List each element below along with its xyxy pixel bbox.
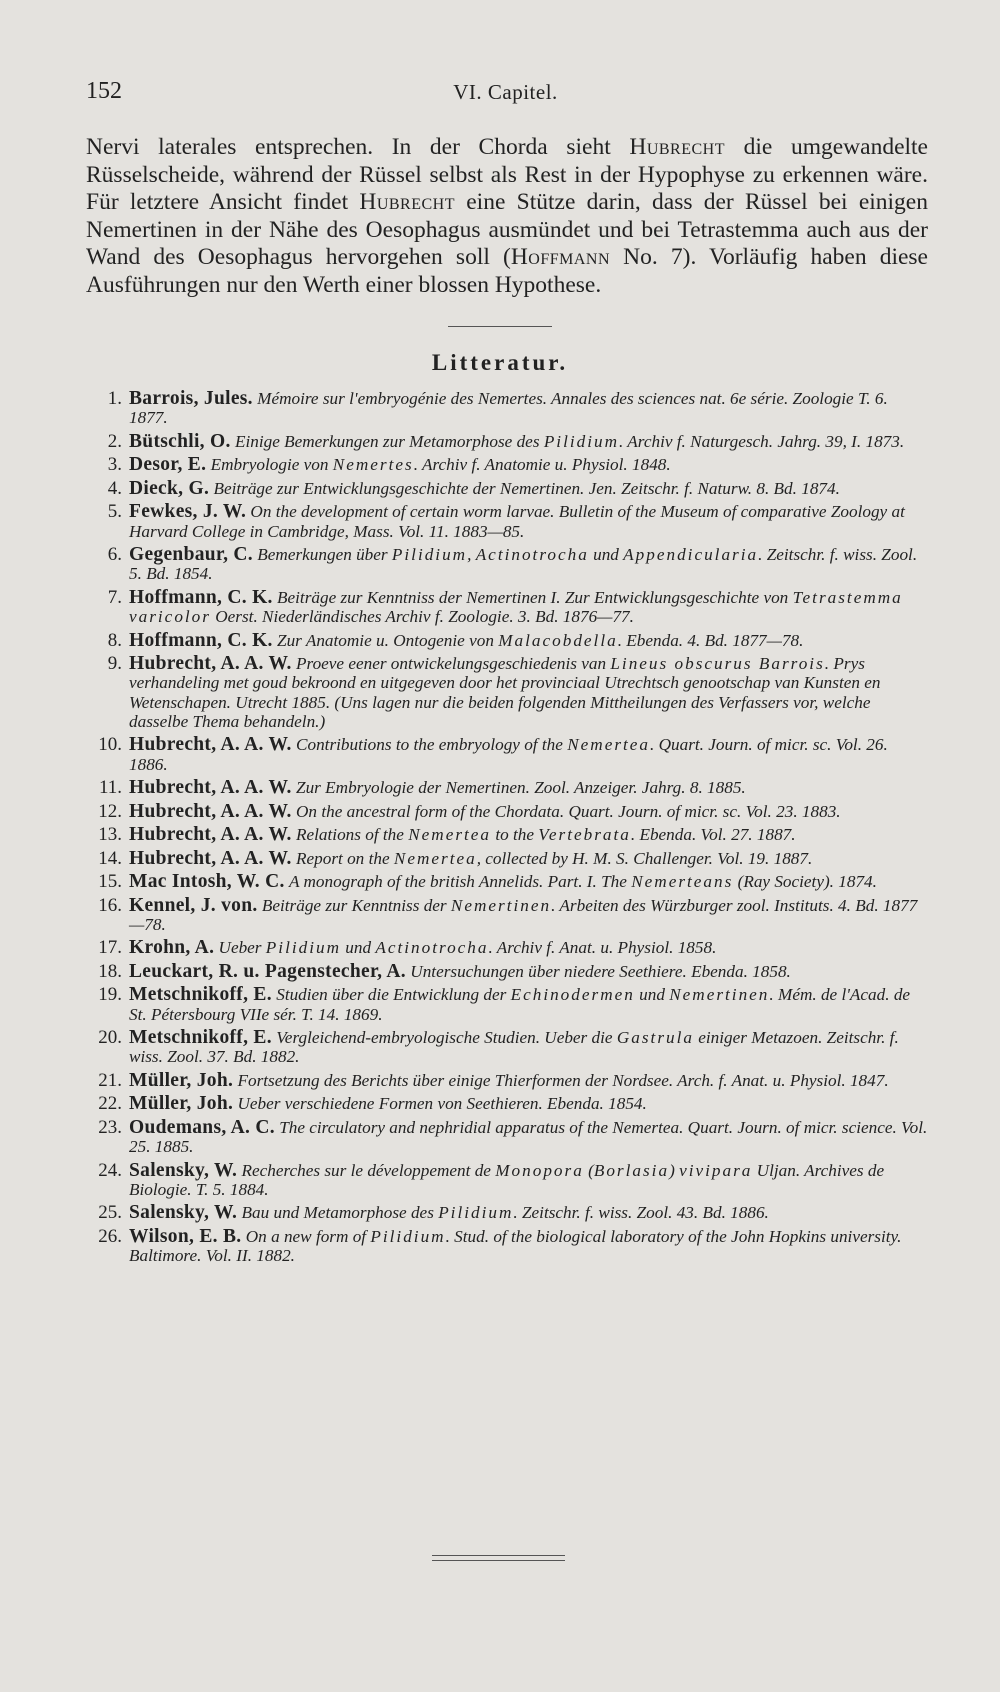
reference-text: On the ancestral form of the Chordata. Quart. Journ. of micr. sc. Vol. 23. 1883. bbox=[296, 801, 841, 821]
reference-spaced-name: Actinotrocha bbox=[375, 938, 489, 958]
reference-body bbox=[129, 1161, 928, 1200]
text-segment: eine Stütze darin, dass der Rüssel bei einigen Nemertinen in der Nähe des Oesophagus ausmündet und bei Tetrastemma auch aus der Wand des Oesophagus hervorgehen soll ( bbox=[86, 189, 928, 270]
reference-body bbox=[129, 455, 928, 474]
reference-number: 23. bbox=[98, 1116, 122, 1138]
reference-text: A monograph of the british Annelids. Part. I. The bbox=[289, 872, 632, 892]
reference-entry bbox=[72, 825, 928, 844]
reference-spaced-name: Nemertinen bbox=[669, 985, 770, 1005]
reference-author: Desor, E. bbox=[129, 454, 207, 476]
reference-text: Ueber bbox=[218, 938, 266, 958]
reference-spaced-name: Pilidium bbox=[391, 545, 468, 565]
reference-text: Recherches sur le développement de bbox=[241, 1160, 496, 1180]
reference-text: On the development of certain worm larvae. Bulletin of the Museum of comparative Zoology at Harvard College in Cambridge, Mass. Vol. 11. 1883—85. bbox=[129, 502, 905, 541]
reference-entry bbox=[72, 389, 928, 428]
reference-text: . Archiv f. Anat. u. Physiol. 1858. bbox=[488, 938, 717, 958]
reference-number: 1. bbox=[107, 388, 122, 409]
reference-number: 15. bbox=[98, 871, 122, 893]
reference-body bbox=[129, 545, 928, 584]
reference-spaced-name: Actinotrocha bbox=[475, 545, 589, 565]
reference-spaced-name: Lineus obscurus Barrois bbox=[610, 654, 825, 674]
reference-body bbox=[129, 778, 928, 797]
reference-spaced-name: Tetrastemma varicolor bbox=[129, 587, 903, 627]
reference-body bbox=[129, 985, 928, 1024]
reference-text: Beiträge zur Kenntniss der Nemertinen I. Zur Entwicklungsgeschichte von bbox=[277, 587, 793, 607]
reference-author: Hubrecht, A. A. W. bbox=[129, 824, 292, 846]
reference-text: Embryologie von bbox=[210, 455, 333, 475]
reference-number: 26. bbox=[98, 1225, 122, 1247]
reference-spaced-name: Gastrula bbox=[616, 1028, 694, 1048]
reference-text: und bbox=[341, 938, 376, 958]
reference-entry bbox=[72, 631, 928, 650]
reference-author: Hoffmann, C. K. bbox=[129, 629, 273, 651]
reference-entry bbox=[72, 455, 928, 474]
reference-number: 16. bbox=[98, 894, 122, 916]
reference-author: Salensky, W. bbox=[129, 1202, 238, 1224]
reference-author: Krohn, A. bbox=[129, 937, 215, 959]
reference-entry bbox=[72, 1203, 928, 1222]
reference-entry bbox=[72, 432, 928, 451]
reference-entry bbox=[72, 1118, 928, 1157]
reference-entry bbox=[72, 1227, 928, 1266]
reference-entry bbox=[72, 735, 928, 774]
reference-spaced-name: Pilidium bbox=[543, 431, 620, 451]
reference-entry bbox=[72, 872, 928, 891]
reference-spaced-name: Nemertea bbox=[408, 825, 492, 845]
reference-text: Beiträge zur Kenntniss der bbox=[261, 895, 451, 915]
end-rule bbox=[432, 1555, 565, 1561]
section-heading: Litteratur. bbox=[431, 350, 569, 375]
reference-text: . Quart. Journ. of micr. sc. Vol. 26. 1886. bbox=[129, 735, 888, 774]
reference-author: Dieck, G. bbox=[129, 477, 210, 499]
reference-text: Zur Anatomie u. Ontogenie von bbox=[277, 630, 499, 650]
reference-text: , collected by H. M. S. Challenger. Vol. 19. 1887. bbox=[476, 848, 813, 868]
reference-author: Bütschli, O. bbox=[129, 430, 231, 452]
reference-text: . Arbeiten des Würzburger zool. Instituts. 4. Bd. 1877—78. bbox=[129, 895, 918, 934]
reference-entry bbox=[72, 778, 928, 797]
reference-text: Mémoire sur l'embryogénie des Nemertes. Annales des sciences nat. 6e série. Zoologie T. 6. 1877. bbox=[129, 389, 888, 428]
reference-author: Hubrecht, A. A. W. bbox=[129, 734, 292, 756]
reference-text: . Zeitschr. f. wiss. Zool. 43. Bd. 1886. bbox=[513, 1203, 769, 1223]
reference-author: Hubrecht, A. A. W. bbox=[129, 800, 292, 822]
reference-number: 14. bbox=[98, 847, 122, 869]
reference-number: 10. bbox=[98, 734, 122, 756]
reference-text: (Ray Society). 1874. bbox=[733, 872, 877, 892]
reference-number: 13. bbox=[98, 824, 122, 846]
reference-text: . Stud. of the biological laboratory of the John Hopkins university. Baltimore. Vol. II. 1882. bbox=[129, 1226, 902, 1266]
reference-body bbox=[129, 631, 928, 650]
reference-body bbox=[129, 896, 928, 935]
reference-text: . Archiv f. Naturgesch. Jahrg. 39, I. 1873. bbox=[619, 431, 905, 451]
reference-body bbox=[129, 502, 928, 541]
reference-text: Bau und Metamorphose des bbox=[241, 1203, 439, 1223]
reference-spaced-name: Nemertinen bbox=[450, 895, 552, 915]
reference-entry bbox=[72, 896, 928, 935]
reference-entry bbox=[72, 985, 928, 1024]
reference-author: Metschnikoff, E. bbox=[129, 1027, 272, 1049]
reference-spaced-name: Monopora bbox=[495, 1160, 584, 1180]
reference-entry bbox=[72, 1028, 928, 1067]
reference-entry bbox=[72, 1094, 928, 1113]
reference-spaced-name: Nemertea bbox=[567, 735, 651, 755]
reference-body bbox=[129, 802, 928, 821]
reference-number: 17. bbox=[98, 937, 122, 959]
reference-author: Kennel, J. von. bbox=[129, 894, 258, 916]
reference-text: to the bbox=[491, 825, 539, 845]
reference-text: On a new form of bbox=[245, 1226, 371, 1246]
reference-text: The circulatory and nephridial apparatus of the Nemertea. Quart. Journ. of micr. science. Vol. 25. 1885. bbox=[129, 1117, 928, 1157]
reference-author: Wilson, E. B. bbox=[129, 1225, 242, 1247]
reference-number: 4. bbox=[107, 477, 122, 499]
reference-number: 7. bbox=[107, 586, 122, 608]
reference-spaced-name: Pilidium bbox=[438, 1203, 514, 1223]
reference-body bbox=[129, 1094, 928, 1113]
reference-entry bbox=[72, 654, 928, 731]
reference-body bbox=[129, 825, 928, 844]
reference-number: 19. bbox=[98, 984, 122, 1006]
reference-text: Studien über die Entwicklung der bbox=[276, 985, 511, 1005]
reference-text: Bemerkungen über bbox=[257, 545, 392, 565]
reference-author: Hubrecht, A. A. W. bbox=[129, 653, 292, 675]
reference-text: . Mém. de l'Acad. de St. Pétersbourg VIIe sér. T. 14. 1869. bbox=[129, 985, 911, 1024]
reference-number: 8. bbox=[107, 629, 122, 651]
reference-text: Relations of the bbox=[296, 825, 409, 845]
reference-text: Vergleichend-embryologische Studien. Ueber die bbox=[276, 1028, 617, 1048]
reference-number: 9. bbox=[107, 653, 122, 675]
reference-spaced-name: Borlasia bbox=[593, 1160, 670, 1180]
reference-body bbox=[129, 1118, 928, 1157]
reference-text: Beiträge zur Entwicklungsgeschichte der Nemertinen. Jen. Zeitschr. f. Naturw. 8. Bd. 1874. bbox=[213, 478, 840, 498]
reference-body bbox=[129, 654, 928, 731]
reference-body bbox=[129, 1071, 928, 1090]
reference-list bbox=[72, 389, 928, 1270]
reference-author: Barrois, Jules. bbox=[129, 388, 253, 409]
chapter-title: VI. Capitel. bbox=[453, 80, 558, 104]
reference-text: Uljan. Archives de Biologie. T. 5. 1884. bbox=[129, 1160, 885, 1199]
reference-author: Leuckart, R. u. Pagenstecher, A. bbox=[129, 960, 406, 982]
reference-body bbox=[129, 432, 928, 451]
reference-text: . Archiv f. Anatomie u. Physiol. 1848. bbox=[413, 455, 671, 475]
reference-number: 21. bbox=[98, 1069, 122, 1091]
author-name-smallcaps: Hubrecht bbox=[629, 134, 726, 160]
reference-entry bbox=[72, 1071, 928, 1090]
reference-number: 24. bbox=[98, 1159, 122, 1181]
reference-spaced-name: Vertebrata bbox=[538, 825, 631, 845]
reference-number: 5. bbox=[107, 501, 122, 523]
reference-body bbox=[129, 1203, 928, 1222]
reference-body bbox=[129, 735, 928, 774]
reference-body bbox=[129, 1227, 928, 1266]
reference-spaced-name: Malacobdella bbox=[498, 630, 618, 650]
author-name-smallcaps: Hubrecht bbox=[359, 189, 456, 215]
reference-entry bbox=[72, 1161, 928, 1200]
reference-entry bbox=[72, 479, 928, 498]
reference-body bbox=[129, 1028, 928, 1067]
reference-text: . Ebenda. Vol. 27. 1887. bbox=[630, 825, 796, 845]
section-divider bbox=[448, 326, 552, 327]
reference-body bbox=[129, 962, 928, 981]
reference-entry bbox=[72, 849, 928, 868]
reference-author: Salensky, W. bbox=[129, 1159, 238, 1181]
reference-text: . Prys verhandeling met goud bekroond en uitgegeven door het provinciaal Utrechtsch genootschap van Kunsten en Wetenschapen. Utrecht 1885. (Uns lagen nur die beiden folgenden Mittheilungen des Verfassers vor, welche dasselbe Thema behandeln.) bbox=[129, 654, 881, 731]
body-paragraph bbox=[86, 134, 928, 299]
reference-body bbox=[129, 479, 928, 498]
reference-entry bbox=[72, 802, 928, 821]
reference-entry bbox=[72, 938, 928, 957]
reference-body bbox=[129, 872, 928, 891]
reference-body bbox=[129, 938, 928, 957]
reference-author: Fewkes, J. W. bbox=[129, 501, 247, 523]
reference-number: 12. bbox=[98, 800, 122, 822]
reference-spaced-name: Echinodermen bbox=[510, 985, 635, 1005]
reference-entry bbox=[72, 962, 928, 981]
reference-text: . Ebenda. 4. Bd. 1877—78. bbox=[617, 630, 804, 650]
reference-spaced-name: Appendicularia bbox=[623, 545, 759, 565]
reference-text: ( bbox=[583, 1160, 594, 1180]
reference-spaced-name: Pilidium bbox=[370, 1226, 446, 1246]
reference-entry bbox=[72, 588, 928, 627]
reference-text: ) bbox=[669, 1160, 680, 1180]
page-number: 152 bbox=[86, 78, 122, 104]
reference-entry bbox=[72, 545, 928, 584]
reference-number: 25. bbox=[98, 1202, 122, 1224]
reference-body bbox=[129, 849, 928, 868]
reference-text: einiger Metazoen. Zeitschr. f. wiss. Zool. 37. Bd. 1882. bbox=[129, 1028, 899, 1067]
reference-spaced-name: vivipara bbox=[679, 1160, 753, 1180]
reference-text: Ueber verschiedene Formen von Seethieren. Ebenda. 1854. bbox=[237, 1094, 647, 1114]
reference-spaced-name: Nemertes bbox=[332, 455, 414, 475]
reference-author: Mac Intosh, W. C. bbox=[129, 871, 285, 893]
reference-text: und bbox=[588, 545, 624, 565]
reference-text: und bbox=[634, 985, 670, 1005]
reference-number: 6. bbox=[107, 544, 122, 566]
reference-number: 11. bbox=[98, 777, 122, 799]
reference-text: Zur Embryologie der Nemertinen. Zool. Anzeiger. Jahrg. 8. 1885. bbox=[296, 778, 746, 798]
reference-author: Hubrecht, A. A. W. bbox=[129, 777, 292, 799]
text-segment: die umgewandelte Rüsselscheide, während der Rüssel selbst als Rest in der Hypophyse zu erkennen wäre. Für letztere Ansicht findet bbox=[86, 134, 928, 215]
reference-text: , bbox=[467, 545, 476, 565]
author-name-smallcaps: Hoffmann bbox=[510, 244, 611, 270]
text-segment: Nervi laterales entsprechen. In der Chorda sieht bbox=[86, 134, 630, 160]
reference-text: Untersuchungen über niedere Seethiere. Ebenda. 1858. bbox=[410, 961, 791, 981]
reference-author: Hoffmann, C. K. bbox=[129, 586, 273, 608]
reference-author: Oudemans, A. C. bbox=[129, 1116, 275, 1138]
reference-spaced-name: Nemertea bbox=[393, 848, 477, 868]
reference-number: 20. bbox=[98, 1027, 122, 1049]
reference-number: 2. bbox=[107, 430, 122, 452]
reference-author: Müller, Joh. bbox=[129, 1093, 234, 1115]
reference-text: Report on the bbox=[296, 848, 394, 868]
reference-author: Gegenbaur, C. bbox=[129, 544, 253, 566]
reference-entry bbox=[72, 502, 928, 541]
reference-author: Müller, Joh. bbox=[129, 1069, 234, 1091]
reference-text: Einige Bemerkungen zur Metamorphose des bbox=[234, 431, 544, 451]
reference-spaced-name: Pilidium bbox=[265, 938, 341, 958]
reference-number: 22. bbox=[98, 1093, 122, 1115]
reference-text: Contributions to the embryology of the bbox=[296, 735, 568, 755]
text-segment: No. 7). Vorläufig haben diese Ausführungen nur den Werth einer blossen Hypothese. bbox=[86, 244, 928, 298]
reference-number: 18. bbox=[98, 960, 122, 982]
reference-body bbox=[129, 389, 928, 428]
reference-text: Fortsetzung des Berichts über einige Thierformen der Nordsee. Arch. f. Anat. u. Physiol. 1847. bbox=[237, 1070, 889, 1090]
reference-text: . Zeitschr. f. wiss. Zool. 5. Bd. 1854. bbox=[129, 545, 918, 584]
reference-body bbox=[129, 588, 928, 627]
reference-number: 3. bbox=[107, 454, 122, 476]
reference-text: Proeve eener ontwickelungsgeschiedenis van bbox=[296, 654, 611, 674]
paragraph-text bbox=[86, 134, 928, 299]
reference-text: Oerst. Niederländisches Archiv f. Zoologie. 3. Bd. 1876—77. bbox=[210, 607, 634, 627]
reference-author: Hubrecht, A. A. W. bbox=[129, 847, 292, 869]
reference-author: Metschnikoff, E. bbox=[129, 984, 272, 1006]
reference-spaced-name: Nemerteans bbox=[631, 872, 734, 892]
running-head bbox=[86, 78, 925, 112]
